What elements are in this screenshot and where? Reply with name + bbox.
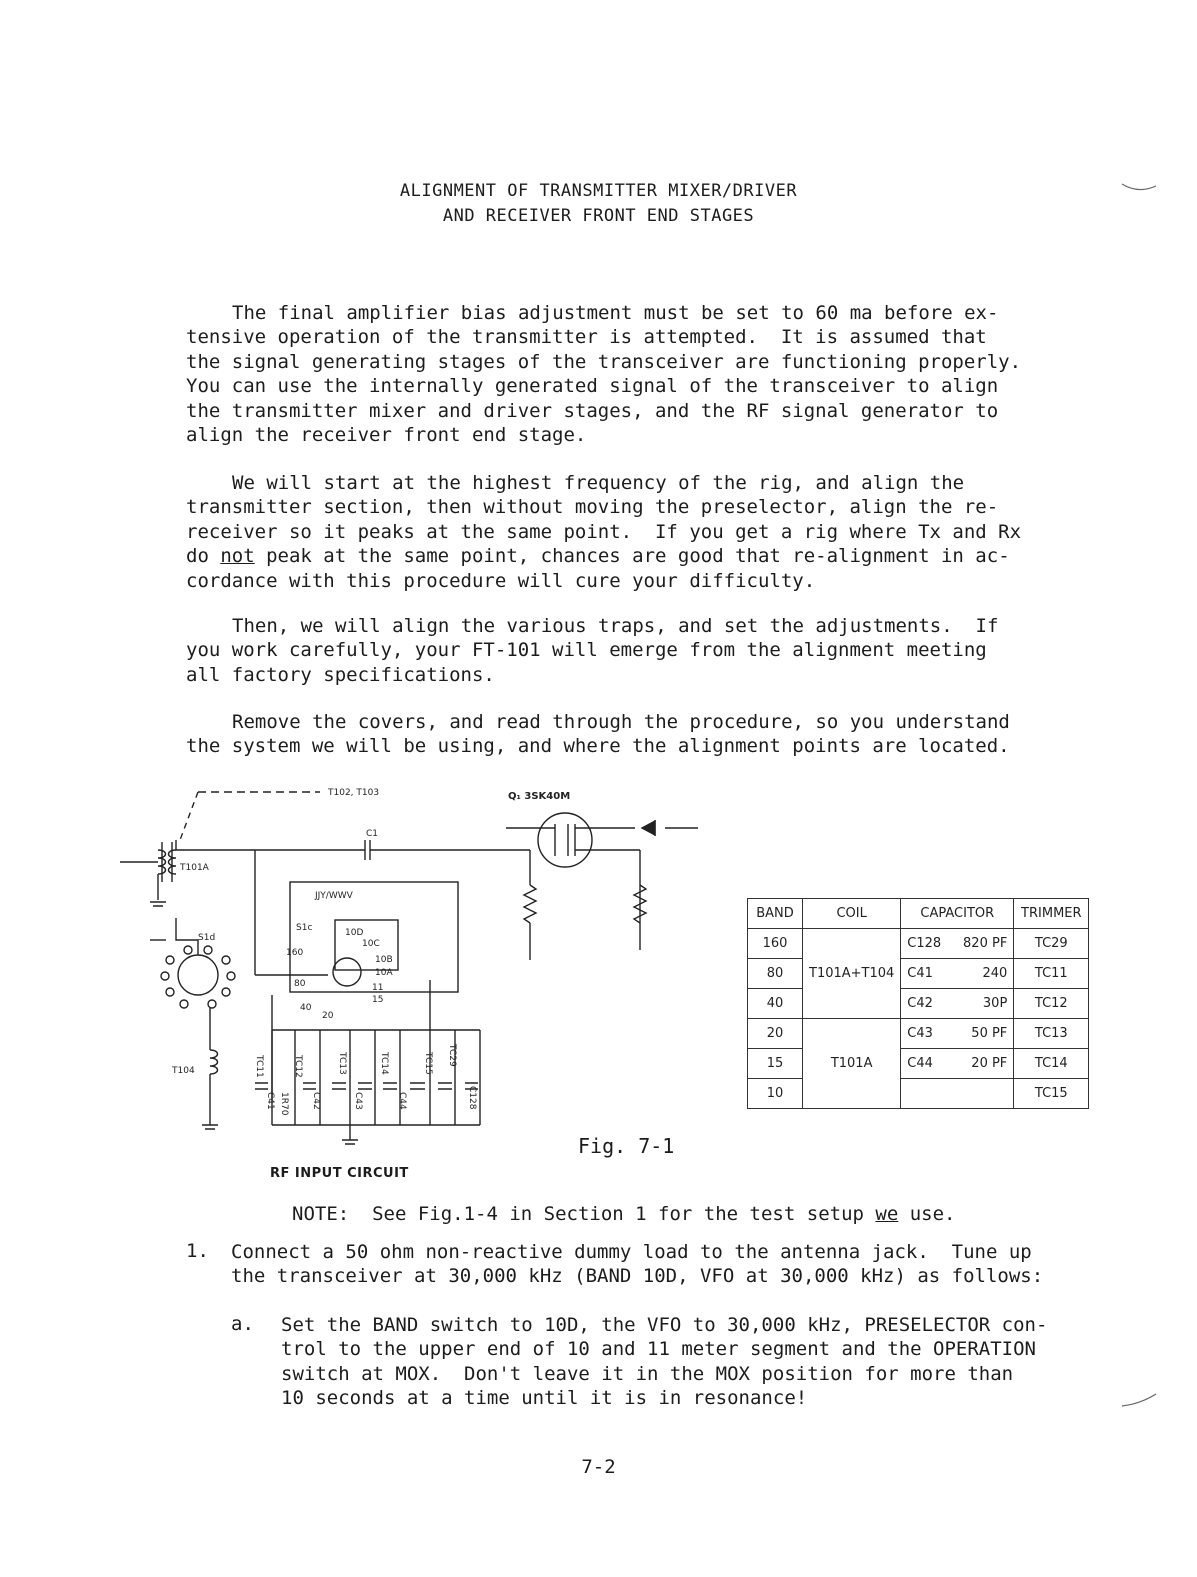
switch-label: 10B bbox=[375, 955, 393, 965]
diode-icon bbox=[642, 821, 655, 835]
text-line: You can use the internally generated signal of the transceiver to align bbox=[186, 375, 999, 398]
cap-label: C128 bbox=[467, 1086, 477, 1110]
s1c-switch bbox=[333, 958, 361, 986]
underlined-word: we bbox=[875, 1203, 899, 1225]
text-line: tensive operation of the transmitter is attempted. It is assumed that bbox=[186, 326, 987, 349]
text-line bbox=[186, 544, 1066, 568]
page-title-line-2: AND RECEIVER FRONT END STAGES bbox=[442, 206, 755, 226]
cap-ref: C44 bbox=[907, 1056, 933, 1071]
trimmer-cell: TC15 bbox=[1014, 1079, 1089, 1109]
step-letter: a. bbox=[231, 1313, 254, 1335]
trimmer-cell: TC11 bbox=[1014, 959, 1089, 989]
trimmer-cell: TC12 bbox=[1014, 989, 1089, 1019]
cap-value: 20 PF bbox=[971, 1056, 1008, 1071]
scan-artifact bbox=[1120, 180, 1160, 196]
switch-label: 11 bbox=[372, 983, 384, 993]
cap-label: C41 bbox=[265, 1092, 275, 1110]
cap-label: C42 bbox=[311, 1092, 321, 1110]
trimmer-label: TC13 bbox=[337, 1052, 347, 1075]
band-coil-table bbox=[747, 898, 1089, 1109]
trimmer-cell: TC13 bbox=[1014, 1019, 1089, 1049]
column-header: COIL bbox=[803, 899, 901, 929]
text-line: The final amplifier bias adjustment must be set to 60 ma before ex- bbox=[232, 302, 999, 324]
switch-label: 10A bbox=[375, 968, 393, 978]
cap-ref: C41 bbox=[907, 966, 933, 981]
table-row bbox=[748, 1079, 1089, 1109]
figure-label: Fig. 7-1 bbox=[578, 1134, 675, 1158]
cap-value: 240 bbox=[982, 966, 1008, 981]
note-line bbox=[292, 1203, 955, 1225]
cap-ref: C42 bbox=[907, 996, 933, 1011]
text-line: Set the BAND switch to 10D, the VFO to 30,000 kHz, PRESELECTOR con- bbox=[281, 1314, 1048, 1336]
coil-cell: T101A bbox=[803, 1019, 901, 1109]
q1-transistor bbox=[538, 813, 592, 867]
text-line: transmitter section, then without moving the preselector, align the re- bbox=[186, 496, 999, 519]
band-cell: 10 bbox=[748, 1079, 803, 1109]
trimmer-label: TC12 bbox=[293, 1055, 303, 1078]
cap-value: 30P bbox=[982, 996, 1008, 1011]
t104-coil bbox=[210, 1050, 218, 1074]
gate-resistor bbox=[524, 885, 536, 923]
band-cell: 15 bbox=[748, 1049, 803, 1079]
paragraph-start bbox=[186, 471, 1066, 593]
text-segment: do bbox=[186, 545, 221, 568]
trimmer-cell: TC29 bbox=[1014, 929, 1089, 959]
jjy-label: JJY/WWV bbox=[315, 891, 353, 901]
t102-label: T102, T103 bbox=[328, 788, 380, 798]
table-row bbox=[748, 989, 1089, 1019]
cap-ref: C43 bbox=[907, 1026, 933, 1041]
capacitor-cell bbox=[901, 929, 1014, 959]
cap-label: C43 bbox=[353, 1092, 363, 1110]
capacitor-cell bbox=[901, 1049, 1014, 1079]
s1d-switch bbox=[178, 955, 218, 995]
trimmer-cell: TC14 bbox=[1014, 1049, 1089, 1079]
text-line: the transceiver at 30,000 kHz (BAND 10D, VFO at 30,000 kHz) as follows: bbox=[231, 1265, 1044, 1288]
column-header: CAPACITOR bbox=[901, 899, 1014, 929]
s1c-label: S1c bbox=[296, 923, 313, 933]
text-line: the transmitter mixer and driver stages, and the RF signal generator to bbox=[186, 399, 999, 422]
t104-label: T104 bbox=[172, 1066, 195, 1076]
text-line: Connect a 50 ohm non-reactive dummy load to the antenna jack. Tune up bbox=[231, 1241, 1032, 1263]
switch-label: 15 bbox=[372, 995, 384, 1005]
text-line: switch at MOX. Don't leave it in the MOX position for more than bbox=[281, 1362, 1014, 1385]
trimmer-label: TC14 bbox=[379, 1052, 389, 1075]
rf-input-schematic bbox=[110, 780, 730, 1170]
schematic-caption: RF INPUT CIRCUIT bbox=[270, 1166, 409, 1181]
trimmer-label: TC11 bbox=[254, 1055, 264, 1078]
coil-cell: T101A+T104 bbox=[803, 929, 901, 1019]
capacitor-cell bbox=[901, 1019, 1014, 1049]
capacitor-cell bbox=[901, 959, 1014, 989]
s1d-label: S1d bbox=[198, 933, 216, 943]
table-header-row bbox=[748, 899, 1089, 929]
table-row bbox=[748, 929, 1089, 959]
cap-ref: C128 bbox=[907, 936, 942, 951]
capacitor-cell bbox=[901, 989, 1014, 1019]
switch-label: 10D bbox=[345, 928, 364, 938]
text-line: the system we will be using, and where the alignment points are located. bbox=[186, 735, 1010, 758]
step-number: 1. bbox=[186, 1240, 209, 1262]
paragraph-bias bbox=[186, 301, 1066, 447]
switch-label: 20 bbox=[322, 1011, 334, 1021]
text-segment: peak at the same point, chances are good that re-alignment in ac- bbox=[254, 545, 1010, 568]
paragraph-traps bbox=[186, 614, 1066, 687]
switch-label: 160 bbox=[286, 948, 304, 958]
switch-label: 10C bbox=[362, 939, 380, 949]
text-line: receiver so it peaks at the same point. If you get a rig where Tx and Rx bbox=[186, 520, 1022, 543]
cap-value: 820 PF bbox=[963, 936, 1008, 951]
text-line: cordance with this procedure will cure your difficulty. bbox=[186, 569, 816, 592]
c1-label: C1 bbox=[366, 829, 379, 839]
table-row bbox=[748, 959, 1089, 989]
table-row bbox=[748, 1049, 1089, 1079]
switch-label: 40 bbox=[300, 1003, 312, 1013]
step-1 bbox=[231, 1240, 1043, 1289]
text-line: Remove the covers, and read through the procedure, so you understand bbox=[232, 711, 1010, 733]
text-line: align the receiver front end stage. bbox=[186, 424, 587, 447]
band-cell: 20 bbox=[748, 1019, 803, 1049]
column-header: BAND bbox=[748, 899, 803, 929]
note-text: NOTE: See Fig.1-4 in Section 1 for the test setup bbox=[292, 1203, 876, 1225]
resistor-label: 1R70 bbox=[279, 1092, 289, 1116]
column-header: TRIMMER bbox=[1014, 899, 1089, 929]
paragraph-covers bbox=[186, 710, 1066, 759]
capacitor-cell bbox=[901, 1079, 1014, 1109]
underlined-word: not bbox=[220, 545, 255, 568]
q1-label: Q₁ 3SK40M bbox=[508, 791, 571, 802]
text-line: 10 seconds at a time until it is in resonance! bbox=[281, 1387, 808, 1410]
t101a-label: T101A bbox=[180, 863, 209, 873]
switch-label: 80 bbox=[294, 979, 306, 989]
table-row bbox=[748, 1019, 1089, 1049]
step-a bbox=[281, 1313, 1047, 1411]
trimmer-label: TC15 bbox=[423, 1052, 433, 1075]
text-line: all factory specifications. bbox=[186, 663, 495, 686]
page-title-line-1: ALIGNMENT OF TRANSMITTER MIXER/DRIVER bbox=[399, 181, 798, 201]
text-line: the signal generating stages of the transceiver are functioning properly. bbox=[186, 350, 1022, 373]
trimmer-label: TC29 bbox=[447, 1044, 457, 1067]
text-line: We will start at the highest frequency of the rig, and align the bbox=[232, 472, 965, 494]
text-line: trol to the upper end of 10 and 11 meter segment and the OPERATION bbox=[281, 1338, 1036, 1361]
band-cell: 160 bbox=[748, 929, 803, 959]
cap-label: C44 bbox=[397, 1092, 407, 1110]
page-number: 7-2 bbox=[581, 1456, 616, 1478]
note-text: use. bbox=[898, 1203, 956, 1225]
band-cell: 80 bbox=[748, 959, 803, 989]
band-cell: 40 bbox=[748, 989, 803, 1019]
cap-value: 50 PF bbox=[971, 1026, 1008, 1041]
text-line: you work carefully, your FT-101 will emerge from the alignment meeting bbox=[186, 639, 987, 662]
text-line: Then, we will align the various traps, and set the adjustments. If bbox=[232, 615, 999, 637]
scan-artifact bbox=[1120, 1392, 1160, 1412]
